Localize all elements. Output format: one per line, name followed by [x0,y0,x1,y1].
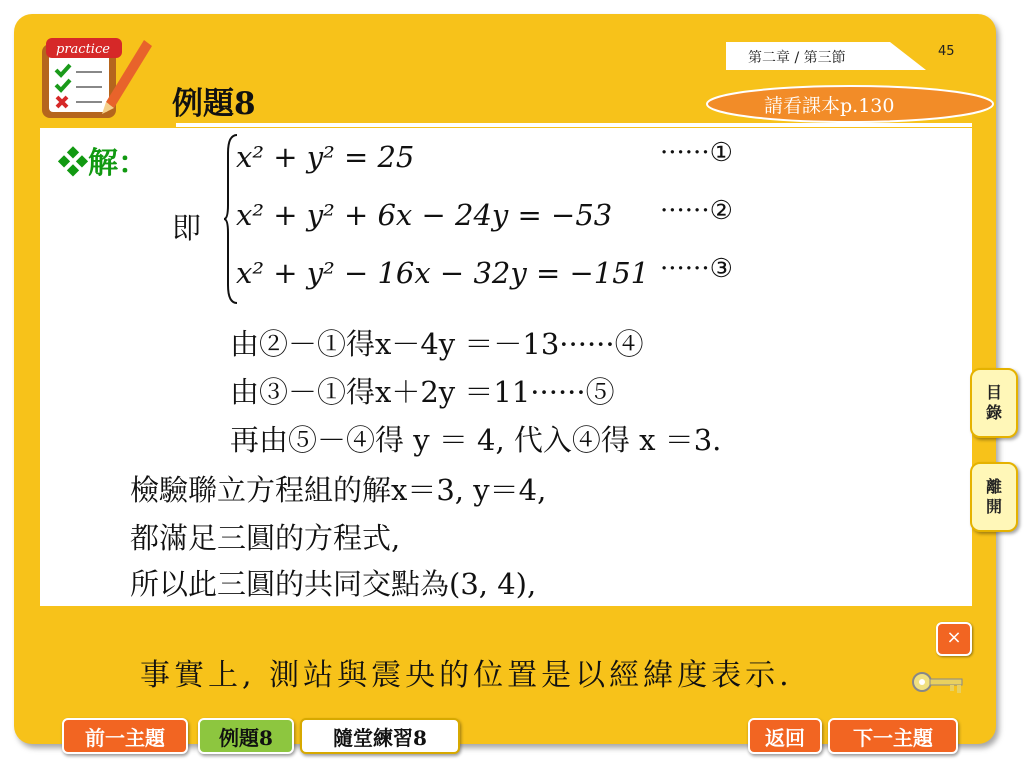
solution-label: ❖解： [58,146,148,181]
keys-icon[interactable] [910,664,970,700]
equation-1-tag: ······① [660,138,733,168]
equation-2-tag: ······② [660,196,733,226]
back-button[interactable]: 返回 [748,718,822,754]
practice-clipboard-icon [36,30,156,122]
step-1: 由②－①得x－4y ＝－13······④ [230,327,644,361]
logo-text: practice [56,42,110,57]
leave-tab-char-1: 離 [985,477,1002,496]
contents-tab-char-1: 目 [985,383,1002,402]
ji-label: 即 [172,211,202,245]
example-button[interactable]: 例題8 [198,718,294,754]
equation-3-tag: ······③ [660,254,733,284]
close-button[interactable]: × [936,622,972,656]
practice-button[interactable]: 隨堂練習8 [300,718,460,754]
step-2: 由③－①得x＋2y ＝11······⑤ [230,375,615,409]
equation-2: x² + y² + 6x − 24y = −53 [236,198,613,232]
conclusion-1: 檢驗聯立方程組的解x＝3, y＝4, [130,473,547,507]
page-title: 例題8 [172,86,256,122]
leave-tab-char-2: 開 [985,497,1002,516]
equation-1: x² + y² = 25 [236,140,415,174]
page-number: 45 [938,44,955,59]
step-3: 再由⑤－④得 y ＝ 4, 代入④得 x ＝3. [230,423,722,457]
footer-note: 事實上, 測站與震央的位置是以經緯度表示. [140,658,793,693]
leave-tab[interactable] [970,462,1018,532]
equation-3: x² + y² − 16x − 32y = −151 [236,256,650,290]
conclusion-3: 所以此三圓的共同交點為(3, 4), [130,567,537,601]
textbook-reference-text: 請看課本p.130 [764,95,895,117]
prev-topic-button[interactable]: 前一主題 [62,718,188,754]
conclusion-2: 都滿足三圓的方程式, [130,521,401,555]
next-topic-button[interactable]: 下一主題 [828,718,958,754]
contents-tab-char-2: 錄 [985,403,1002,422]
chapter-label: 第二章 / 第三節 [748,50,846,66]
contents-tab[interactable] [970,368,1018,438]
